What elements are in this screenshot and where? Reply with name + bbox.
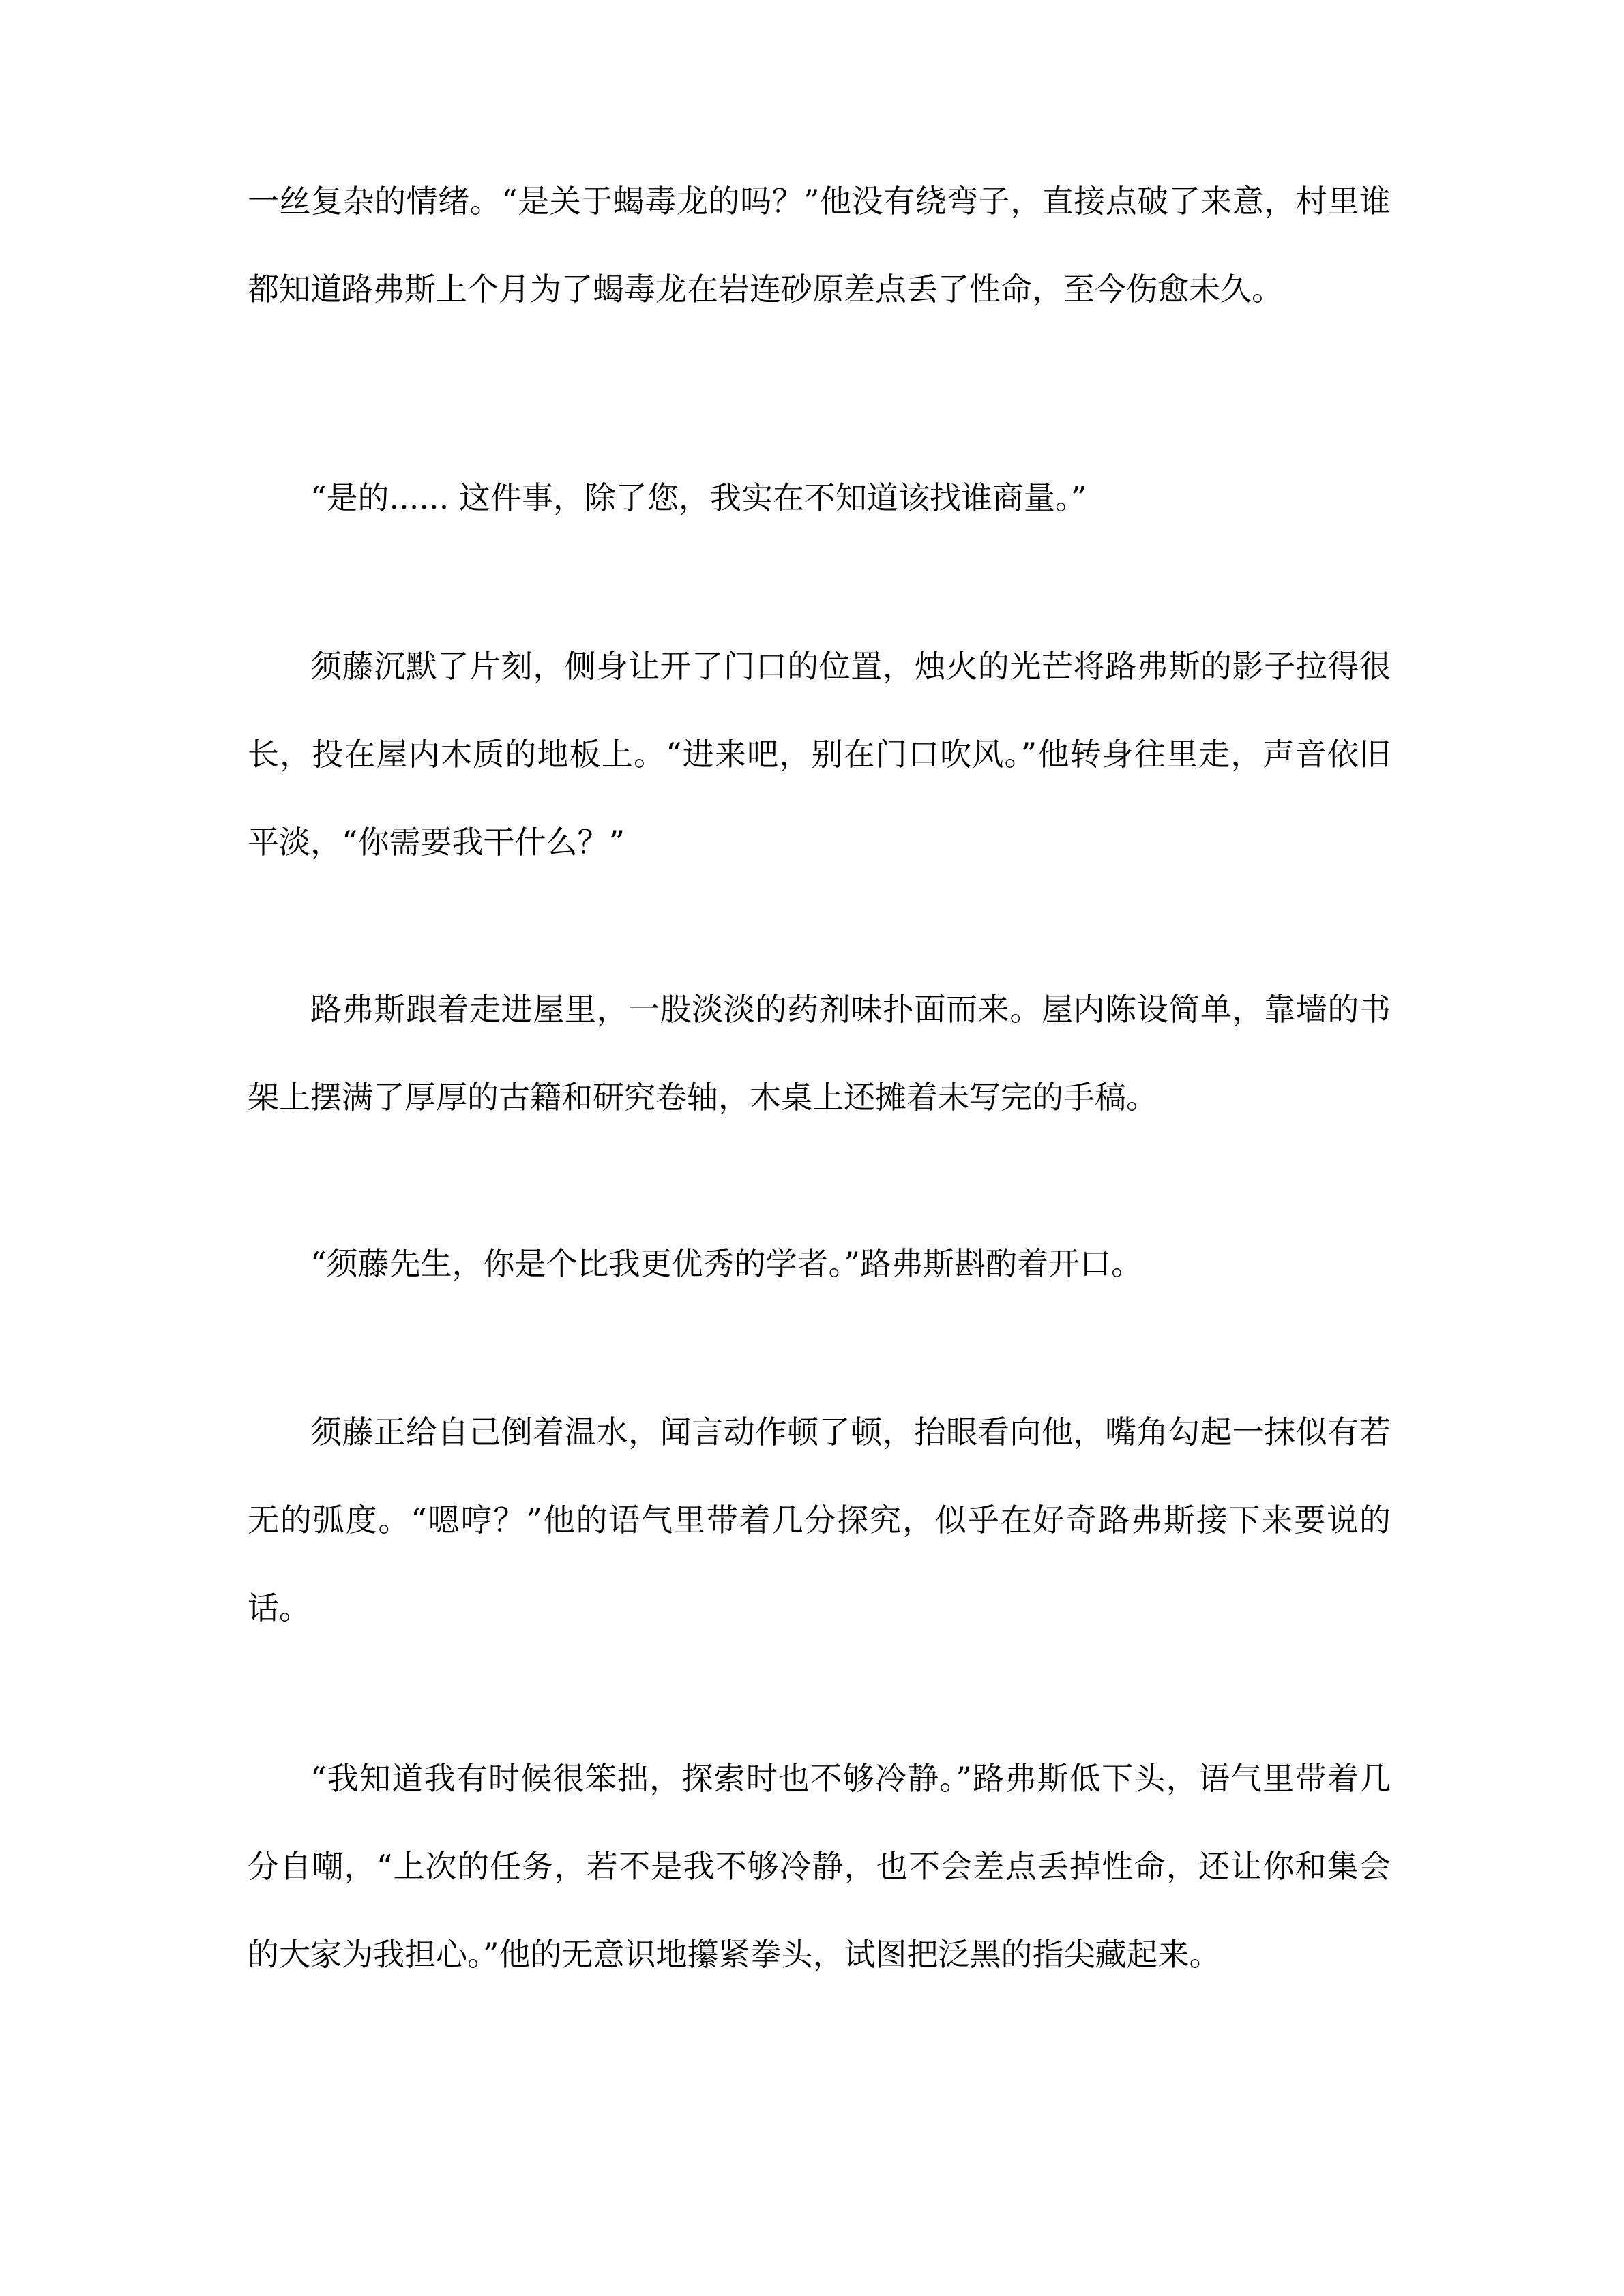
paragraph-2: “是的...... 这件事，除了您，我实在不知道该找谁商量。” <box>310 479 1087 516</box>
paragraph-1: 一丝复杂的情绪。“是关于蝎毒龙的吗？”他没有绕弯子，直接点破了来意，村里谁都知道路弗斯上个月为了蝎毒龙在岩连砂原差点丢了性命，至今伤愈未久。 <box>248 183 1391 308</box>
paragraph-5: “须藤先生，你是个比我更优秀的学者。”路弗斯斟酌着开口。 <box>310 1245 1143 1282</box>
paragraph-7: “我知道我有时候很笨拙，探索时也不够冷静。”路弗斯低下头，语气里带着几分自嘲，“上次的任务，若不是我不够冷静，也不会差点丢掉性命，还让你和集会的大家为我担心。”他的无意识地攥紧拳头，试图把泛黑的指尖藏起来。 <box>248 1760 1391 1973</box>
paragraph-6: 须藤正给自己倒着温水，闻言动作顿了顿，抬眼看向他，嘴角勾起一抹似有若无的弧度。“嗯哼？”他的语气里带着几分探究，似乎在好奇路弗斯接下来要说的话。 <box>248 1414 1391 1626</box>
paragraph-3: 须藤沉默了片刻，侧身让开了门口的位置，烛火的光芒将路弗斯的影子拉得很长，投在屋内木质的地板上。“进来吧，别在门口吹风。”他转身往里走，声音依旧平淡，“你需要我干什么？” <box>248 648 1391 861</box>
paragraph-4: 路弗斯跟着走进屋里，一股淡淡的药剂味扑面而来。屋内陈设简单，靠墙的书架上摆满了厚厚的古籍和研究卷轴，木桌上还摊着未写完的手稿。 <box>248 991 1391 1116</box>
